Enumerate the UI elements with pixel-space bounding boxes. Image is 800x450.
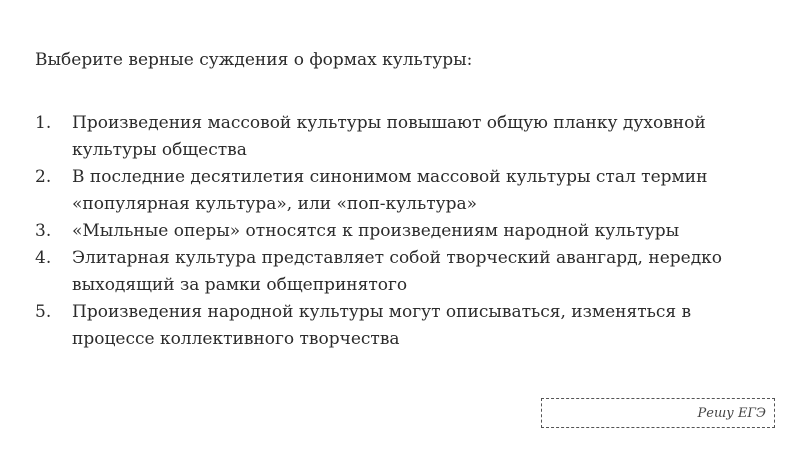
option-text: Произведения массовой культуры повышают общую планку духовной культуры общества — [72, 113, 706, 160]
option-text: «Мыльные оперы» относятся к произведениям народной культуры — [72, 221, 680, 241]
option-text: Произведения народной культуры могут описываться, изменяться в процессе коллективного творчества — [72, 302, 692, 349]
option-item-5 — [35, 299, 765, 353]
option-number: 2. — [35, 167, 52, 187]
option-item-2 — [35, 164, 765, 218]
option-text: В последние десятилетия синонимом массовой культуры стал термин «популярная культура», или «поп-культура» — [72, 167, 708, 214]
option-item-1 — [35, 110, 765, 164]
option-number: 3. — [35, 221, 52, 241]
question-text: Выберите верные суждения о формах культуры: — [35, 50, 473, 70]
option-text: Элитарная культура представляет собой творческий авангард, нередко выходящий за рамки общепринятого — [72, 248, 723, 295]
options-list — [35, 110, 765, 353]
option-number: 5. — [35, 302, 52, 322]
reshu-ege-watermark — [541, 398, 775, 428]
option-item-3 — [35, 218, 765, 245]
watermark-text: Решу ЕГЭ — [697, 405, 766, 421]
option-number: 1. — [35, 113, 52, 133]
option-item-4 — [35, 245, 765, 299]
option-number: 4. — [35, 248, 52, 268]
